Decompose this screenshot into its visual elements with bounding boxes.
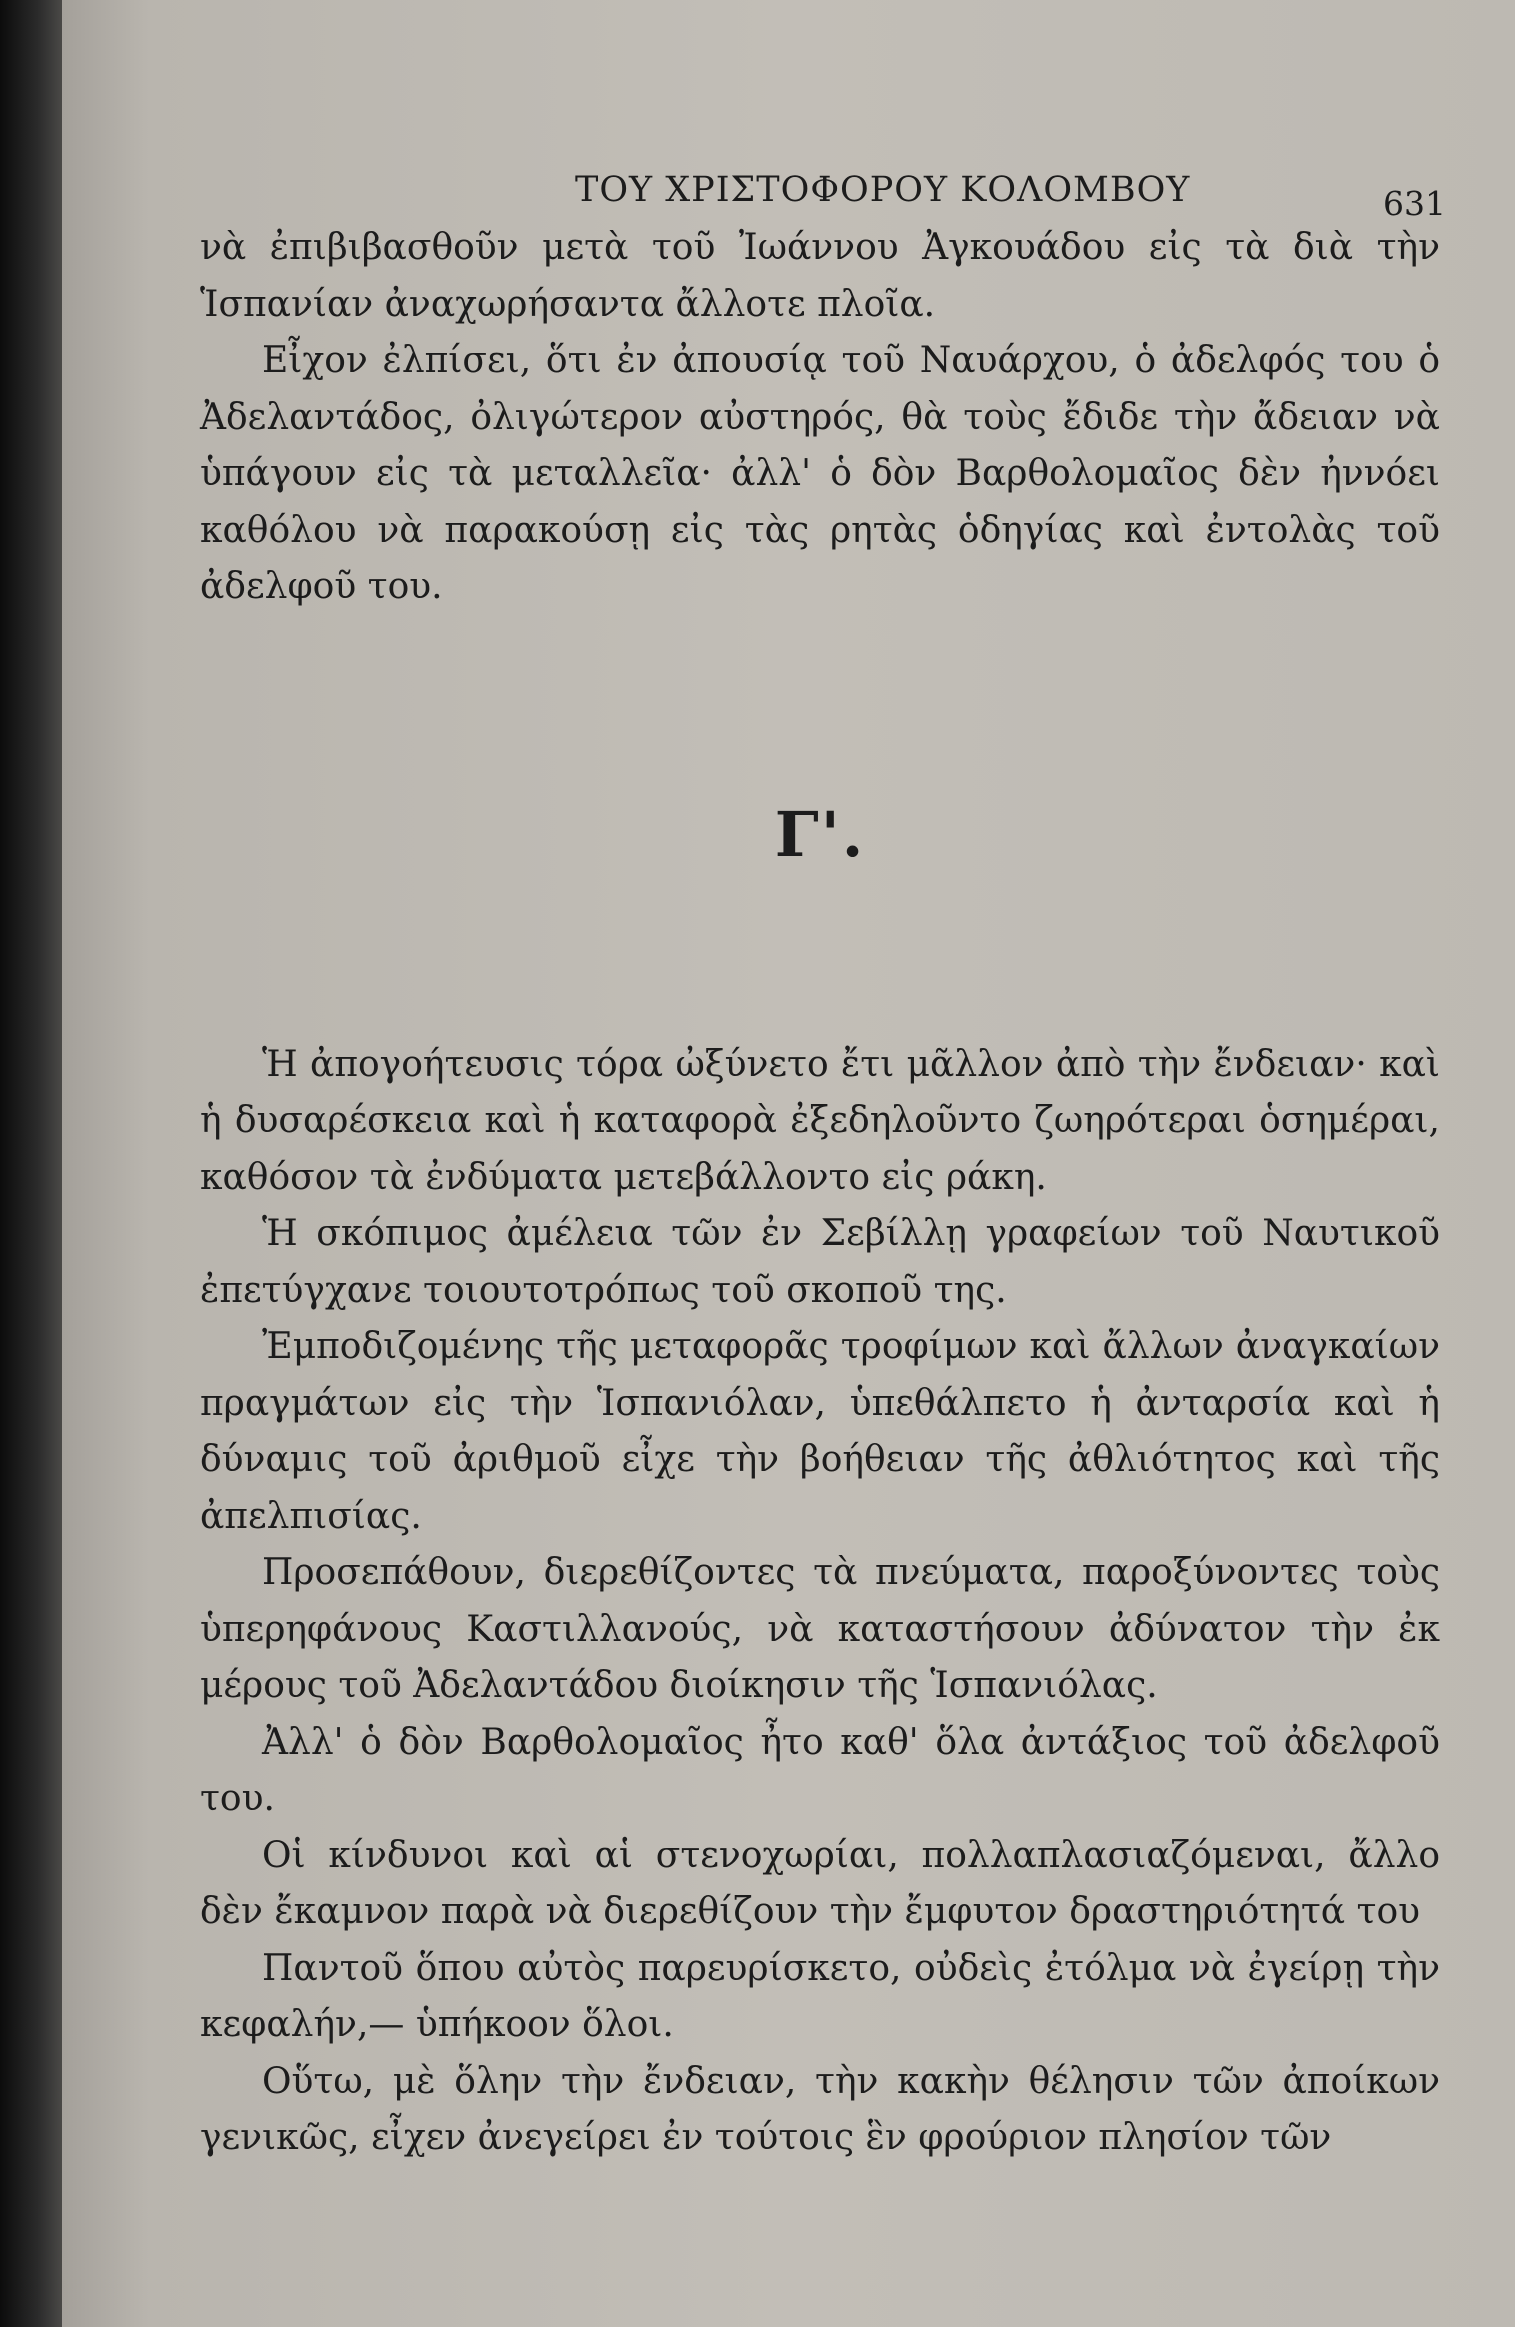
page-content — [200, 150, 1446, 2167]
running-head — [200, 150, 1446, 223]
book-page — [62, 0, 1515, 2327]
paragraph: Οἱ κίνδυνοι καὶ αἱ στενοχωρίαι, πολλαπλασιαζόμεναι, ἄλλο δὲν ἔκαμνον παρὰ νὰ διερεθίζουν τὴν ἔμφυτον δραστηριότητά του — [200, 1834, 1440, 1932]
paragraph: Προσεπάθουν, διερεθίζοντες τὰ πνεύματα, παροξύνοντες τοὺς ὑπερηφάνους Καστιλλανούς, νὰ καταστήσουν ἀδύνατον τὴν ἐκ μέρους τοῦ Ἀδελαντάδου διοίκησιν τῆς Ἱσπανιόλας. — [200, 1552, 1440, 1706]
running-title: ΤΟΥ ΧΡΙΣΤΟΦΟΡΟΥ ΚΟΛΟΜΒΟΥ — [575, 170, 1191, 210]
page-number: 631 — [1383, 184, 1446, 223]
paragraph: Ἐμποδιζομένης τῆς μεταφορᾶς τροφίμων καὶ ἄλλων ἀναγκαίων πραγμάτων εἰς τὴν Ἱσπανιόλαν, ὑπεθάλπετο ἡ ἀνταρσία καὶ ἡ δύναμις τοῦ ἀριθμοῦ εἶχε τὴν βοήθειαν τῆς ἀθλιότητος καὶ τῆς ἀπελπισίας. — [200, 1326, 1440, 1537]
paragraph-continued: νὰ ἐπιβιβασθοῦν μετὰ τοῦ Ἰωάννου Ἀγκουάδου εἰς τὰ διὰ τὴν Ἱσπανίαν ἀναχωρήσαντα ἄλλοτε πλοῖα. — [200, 227, 1440, 325]
section-heading: Γ'. — [774, 797, 866, 871]
paragraph: Ἡ ἀπογοήτευσις τόρα ὠξύνετο ἔτι μᾶλλον ἀπὸ τὴν ἔνδειαν· καὶ ἡ δυσαρέσκεια καὶ ἡ καταφορὰ ἐξεδηλοῦντο ζωηρότεραι ὁσημέραι, καθόσον τὰ ἐνδύματα μετεβάλλοντο εἰς ράκη. — [200, 1043, 1440, 1198]
book-spine-shadow — [0, 0, 62, 2327]
paragraph: Οὕτω, μὲ ὅλην τὴν ἔνδειαν, τὴν κακὴν θέλησιν τῶν ἀποίκων γενικῶς, εἶχεν ἀνεγείρει ἐν τούτοις ἓν φρούριον πλησίον τῶν — [200, 2060, 1440, 2158]
paragraph: Εἶχον ἐλπίσει, ὅτι ἐν ἀπουσίᾳ τοῦ Ναυάρχου, ὁ ἀδελφός του ὁ Ἀδελαντάδος, ὀλιγώτερον αὐστηρός, θὰ τοὺς ἔδιδε τὴν ἄδειαν νὰ ὑπάγουν εἰς τὰ μεταλλεῖα· ἀλλ' ὁ δὸν Βαρθολομαῖος δὲν ἠννόει καθόλου νὰ παρακούσῃ εἰς τὰς ρητὰς ὁδηγίας καὶ ἐντολὰς τοῦ ἀδελφοῦ του. — [200, 340, 1440, 607]
paragraph: Παντοῦ ὅπου αὐτὸς παρευρίσκετο, οὐδεὶς ἐτόλμα νὰ ἐγείρῃ τὴν κεφαλήν,— ὑπήκοον ὅλοι. — [200, 1947, 1440, 2045]
paragraph: Ἀλλ' ὁ δὸν Βαρθολομαῖος ἦτο καθ' ὅλα ἀντάξιος τοῦ ἀδελφοῦ του. — [200, 1721, 1440, 1819]
paragraph: Ἡ σκόπιμος ἀμέλεια τῶν ἐν Σεβίλλῃ γραφείων τοῦ Ναυτικοῦ ἐπετύγχανε τοιουτοτρόπως τοῦ σκοποῦ της. — [200, 1213, 1440, 1311]
